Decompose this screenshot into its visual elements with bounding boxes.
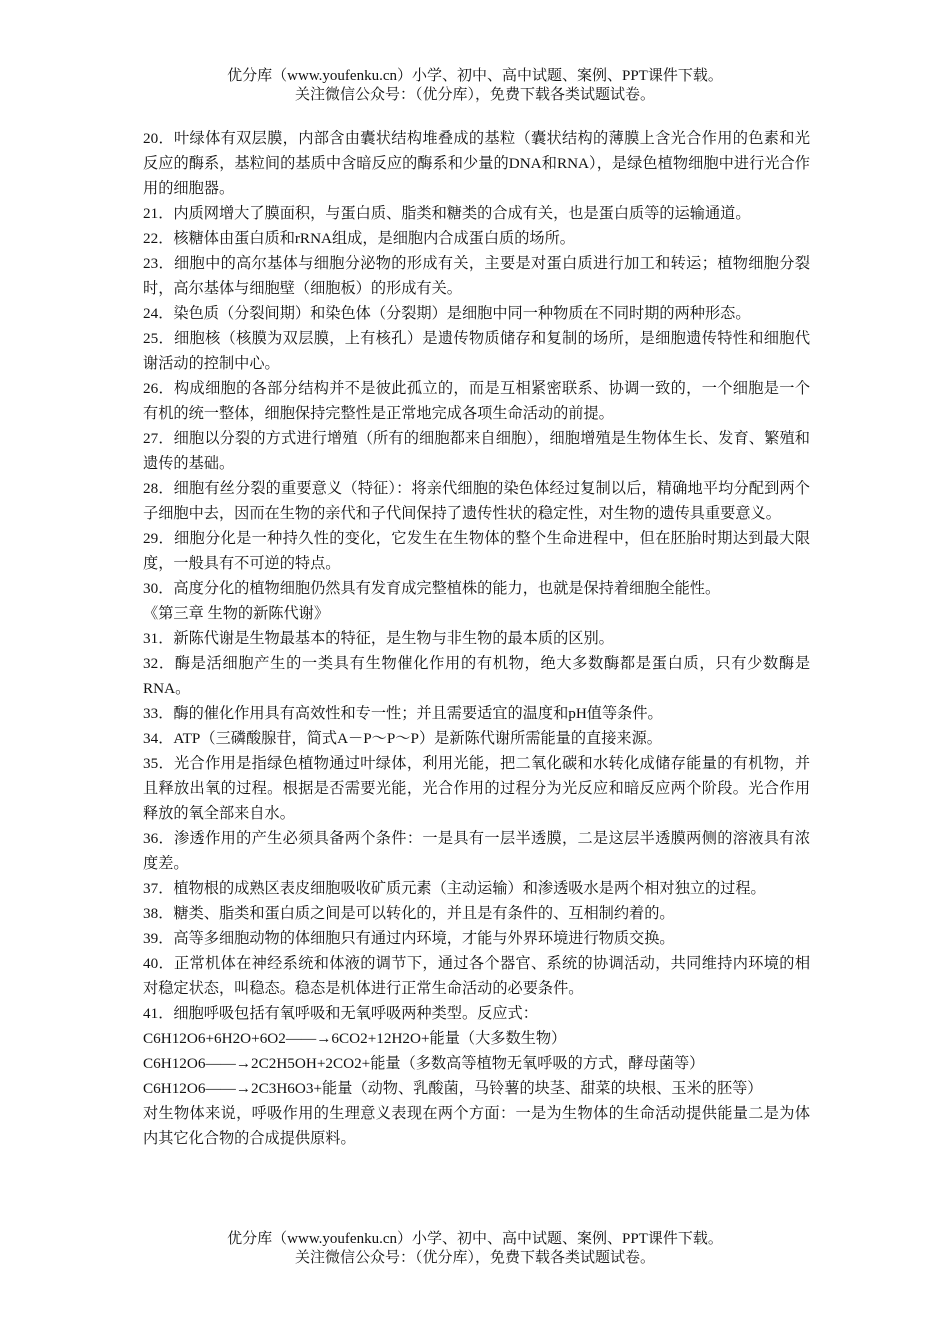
- footer-line-2: 关注微信公众号：（优分库），免费下载各类试题试卷。: [294, 1250, 655, 1266]
- equation-alcohol: C6H12O6——→2C2H5OH+2CO2+能量（多数高等植物无氧呼吸的方式，酵母菌等）: [143, 1055, 705, 1072]
- chapter-heading: 《第三章 生物的新陈代谢》: [143, 605, 330, 622]
- paragraph-33: 33．酶的催化作用具有高效性和专一性；并且需要适宜的温度和pH值等条件。: [143, 705, 663, 722]
- paragraph-respiration-significance: 对生物体来说，呼吸作用的生理意义表现在两个方面：一是为生物体的生命活动提供能量二是为体内其它化合物的合成提供原料。: [143, 1105, 810, 1147]
- paragraph-25: 25．细胞核（核膜为双层膜，上有核孔）是遗传物质储存和复制的场所，是细胞遗传特性和细胞代谢活动的控制中心。: [143, 330, 810, 372]
- page-header: [0, 67, 950, 105]
- paragraph-36: 36．渗透作用的产生必须具备两个条件：一是具有一层半透膜，二是这层半透膜两侧的溶液具有浓度差。: [143, 830, 810, 872]
- paragraph-41: 41．细胞呼吸包括有氧呼吸和无氧呼吸两种类型。反应式：: [143, 1005, 538, 1022]
- equation-lactic: C6H12O6——→2C3H6O3+能量（动物、乳酸菌，马铃薯的块茎、甜菜的块根、玉米的胚等）: [143, 1080, 763, 1097]
- paragraph-24: 24．染色质（分裂间期）和染色体（分裂期）是细胞中同一种物质在不同时期的两种形态。: [143, 305, 751, 322]
- paragraph-37: 37．植物根的成熟区表皮细胞吸收矿质元素（主动运输）和渗透吸水是两个相对独立的过程。: [143, 880, 766, 897]
- paragraph-39: 39．高等多细胞动物的体细胞只有通过内环境，才能与外界环境进行物质交换。: [143, 930, 675, 947]
- paragraph-21: 21．内质网增大了膜面积，与蛋白质、脂类和糖类的合成有关，也是蛋白质等的运输通道。: [143, 205, 751, 222]
- paragraph-27: 27．细胞以分裂的方式进行增殖（所有的细胞都来自细胞），细胞增殖是生物体生长、发育、繁殖和遗传的基础。: [143, 430, 810, 472]
- document-body: [143, 126, 810, 1151]
- paragraph-29: 29．细胞分化是一种持久性的变化，它发生在生物体的整个生命进程中，但在胚胎时期达到最大限度，一般具有不可逆的特点。: [143, 530, 810, 572]
- paragraph-30: 30．高度分化的植物细胞仍然具有发育成完整植株的能力，也就是保持着细胞全能性。: [143, 580, 721, 597]
- header-line-2: 关注微信公众号：（优分库），免费下载各类试题试卷。: [294, 87, 655, 103]
- paragraph-31: 31．新陈代谢是生物最基本的特征，是生物与非生物的最本质的区别。: [143, 630, 614, 647]
- header-line-1: 优分库（www.youfenku.cn）小学、初中、高中试题、案例、PPT课件下载。: [227, 68, 723, 84]
- paragraph-28: 28．细胞有丝分裂的重要意义（特征）：将亲代细胞的染色体经过复制以后，精确地平均分配到两个子细胞中去，因而在生物的亲代和子代间保持了遗传性状的稳定性，对生物的遗传具重要意义。: [143, 480, 810, 522]
- footer-line-1: 优分库（www.youfenku.cn）小学、初中、高中试题、案例、PPT课件下载。: [227, 1231, 723, 1247]
- paragraph-20: 20．叶绿体有双层膜，内部含由囊状结构堆叠成的基粒（囊状结构的薄膜上含光合作用的色素和光反应的酶系，基粒间的基质中含暗反应的酶系和少量的DNA和RNA），是绿色植物细胞中进行光合作用的细胞器。: [143, 130, 810, 197]
- paragraph-23: 23．细胞中的高尔基体与细胞分泌物的形成有关，主要是对蛋白质进行加工和转运；植物细胞分裂时，高尔基体与细胞壁（细胞板）的形成有关。: [143, 255, 810, 297]
- page-footer: [0, 1230, 950, 1268]
- paragraph-38: 38．糖类、脂类和蛋白质之间是可以转化的，并且是有条件的、互相制约着的。: [143, 905, 675, 922]
- paragraph-26: 26．构成细胞的各部分结构并不是彼此孤立的，而是互相紧密联系、协调一致的，一个细胞是一个有机的统一整体，细胞保持完整性是正常地完成各项生命活动的前提。: [143, 380, 810, 422]
- equation-aerobic: C6H12O6+6H2O+6O2——→6CO2+12H2O+能量（大多数生物）: [143, 1030, 567, 1047]
- paragraph-34: 34．ATP（三磷酸腺苷，简式A－P～P～P）是新陈代谢所需能量的直接来源。: [143, 730, 662, 747]
- paragraph-22: 22．核糖体由蛋白质和rRNA组成，是细胞内合成蛋白质的场所。: [143, 230, 575, 247]
- paragraph-35: 35．光合作用是指绿色植物通过叶绿体，利用光能，把二氧化碳和水转化成储存能量的有机物，并且释放出氧的过程。根据是否需要光能，光合作用的过程分为光反应和暗反应两个阶段。光合作用释放的氧全部来自水。: [143, 755, 810, 822]
- paragraph-40: 40．正常机体在神经系统和体液的调节下，通过各个器官、系统的协调活动，共同维持内环境的相对稳定状态，叫稳态。稳态是机体进行正常生命活动的必要条件。: [143, 955, 810, 997]
- paragraph-32: 32．酶是活细胞产生的一类具有生物催化作用的有机物，绝大多数酶都是蛋白质，只有少数酶是RNA。: [143, 655, 810, 697]
